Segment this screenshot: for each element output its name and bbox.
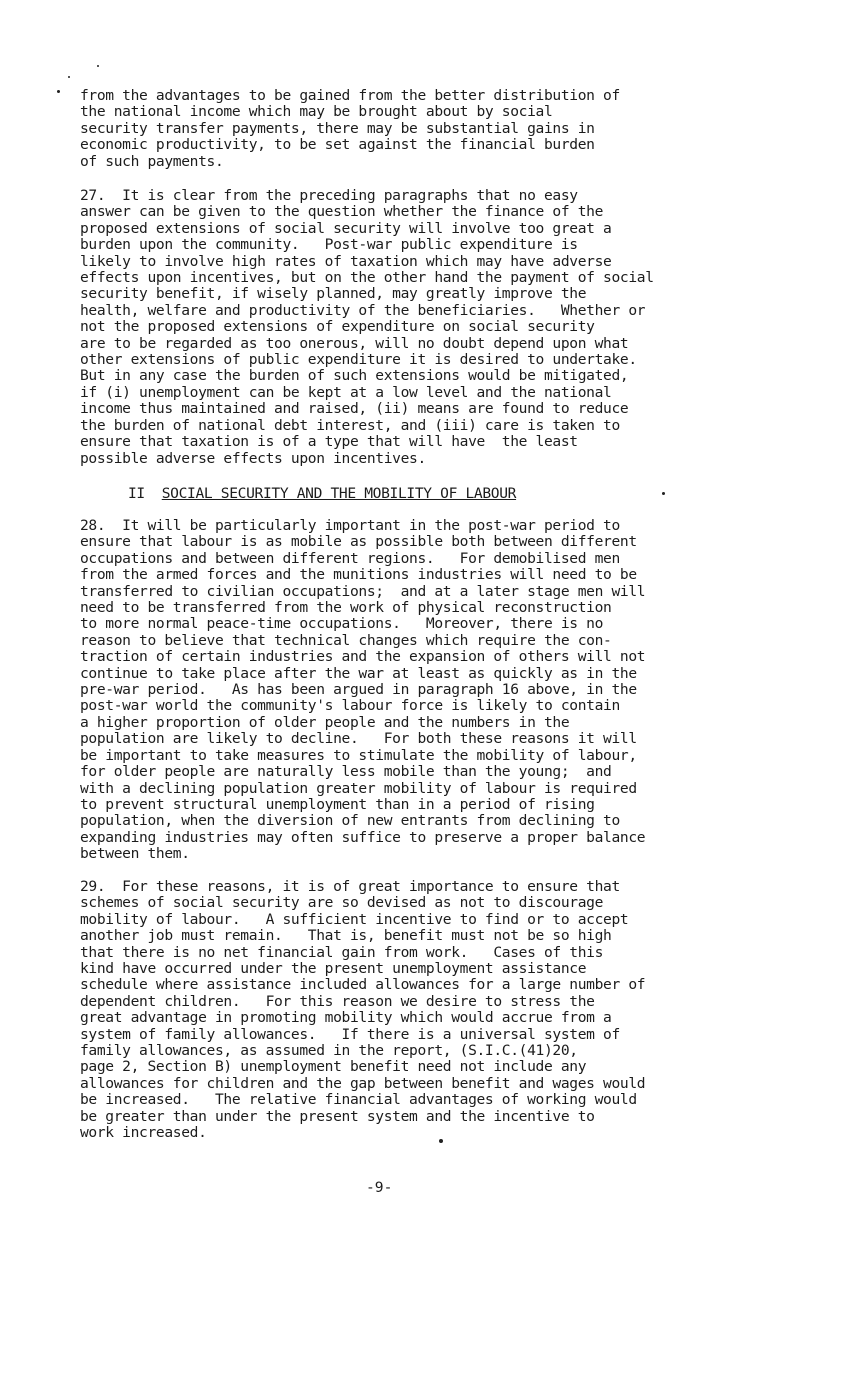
section-number: II (128, 485, 145, 502)
section-title: SOCIAL SECURITY AND THE MOBILITY OF LABOUR (161, 485, 517, 502)
paragraph-continuation: from the advantages to be gained from the better distribution of the national income which may be brought about by social security transfer payments, there may be substantial gains in economic productivity, to be set against the financial burden of such payments. (80, 87, 620, 170)
paragraph-28: 28. It will be particularly important in the post-war period to ensure that labour is as mobile as possible both between different occupations and between different regions. For demobilised men from the armed forces and the munitions industries will need to be transferred to civilian occupations; and at a later stage men will need to be transferred from the work of physical reconstruction to more normal peace-time occupations. Moreover, there is no reason to believe that technical changes which require the con- traction of certain industries and the expansion of others will not continue to take place after the war at least as quickly as in the pre-war period. As has been argued in paragraph 16 above, in the post-war world the community's labour force is likely to contain a higher proportion of older people and the numbers in the population are likely to decline. For both these reasons it will be important to take measures to stimulate the mobility of labour, for older people are naturally less mobile than the young; and with a declining population greater mobility of labour is required to prevent structural unemployment than in a period of rising population, when the diversion of new entrants from declining to expanding industries may often suffice to preserve a proper balance between them. (80, 517, 646, 863)
paragraph-29: 29. For these reasons, it is of great importance to ensure that schemes of social security are so devised as not to discourage mobility of labour. A sufficient incentive to find or to accept another job must remain. That is, benefit must not be so high that there is no net financial gain from work. Cases of this kind have occurred under the present unemployment assistance schedule where assistance included allowances for a large number of dependent children. For this reason we desire to stress the great advantage in promoting mobility which would accrue from a system of family allowances. If there is a universal system of family allowances, as assumed in the report, (S.I.C.(41)20, page 2, Section B) unemployment benefit need not include any allowances for children and the gap between benefit and wages would be increased. The relative financial advantages of working would be greater than under the present system and the incentive to work increased. (80, 878, 646, 1142)
paragraph-27: 27. It is clear from the preceding paragraphs that no easy answer can be given to the question whether the finance of the proposed extensions of social security will involve too great a burden upon the community. Post-war public expenditure is likely to involve high rates of taxation which may have adverse effects upon incentives, but on the other hand the payment of social security benefit, if wisely planned, may greatly improve the health, welfare and productivity of the beneficiaries. Whether or not the proposed extensions of expenditure on social security are to be regarded as too onerous, will no doubt depend upon what other extensions of public expenditure it is desired to undertake. But in any case the burden of such extensions would be mitigated, if (i) unemployment can be kept at a low level and the national income thus maintained and raised, (ii) means are found to reduce the burden of national debt interest, and (iii) care is taken to ensure that taxation is of a type that will have the least possible adverse effects upon incentives. (80, 187, 654, 467)
scan-speck (97, 65, 99, 67)
scan-speck (68, 76, 70, 78)
page-number: -9- (366, 1179, 393, 1196)
section-heading (128, 486, 516, 502)
scan-speck (662, 492, 665, 495)
scan-speck (57, 90, 60, 93)
scan-speck (439, 1139, 443, 1143)
